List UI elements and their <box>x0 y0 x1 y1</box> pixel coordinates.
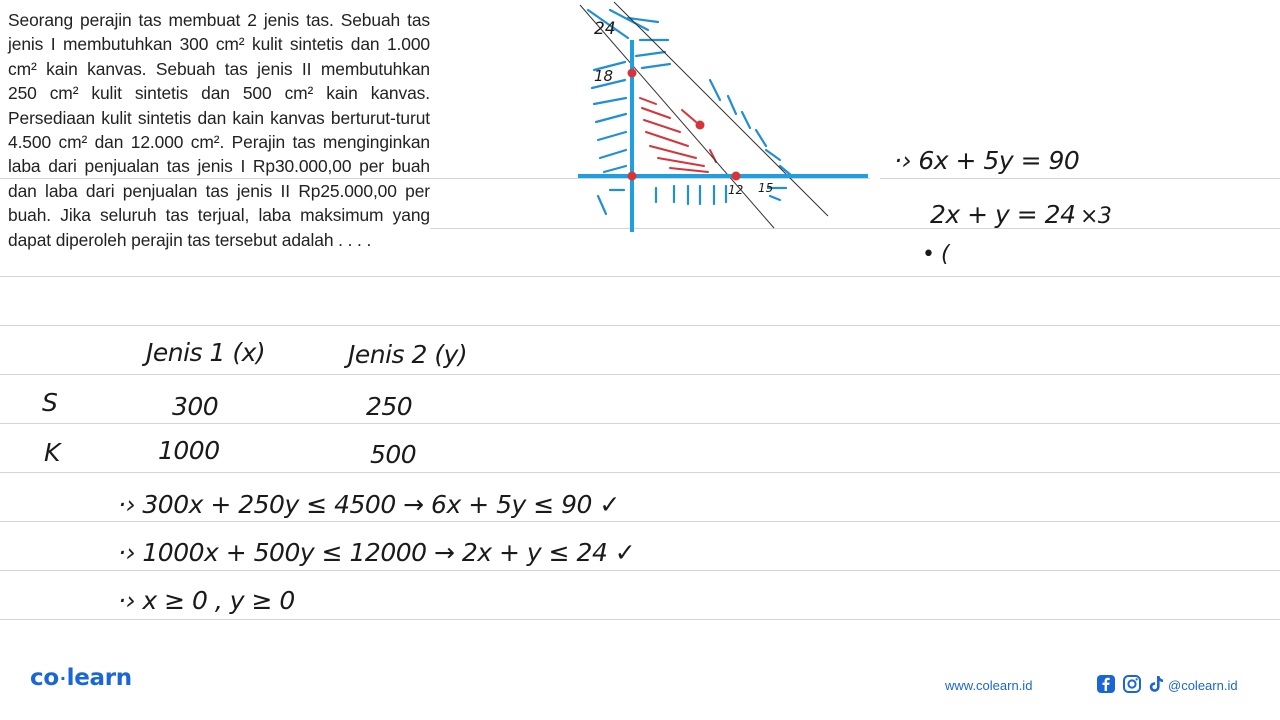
social-handle[interactable]: @colearn.id <box>1168 678 1238 693</box>
problem-statement <box>8 8 430 252</box>
inequality-2: ·› 1000x + 500y ≤ 12000 → 2x + y ≤ 24 ✓ <box>118 538 636 567</box>
note-dot: • ( <box>922 242 950 267</box>
table-row-label-k: K <box>44 438 60 467</box>
logo-text-left: co <box>30 665 59 691</box>
note-equation-2: 2x + y = 24 <box>930 200 1076 229</box>
note-multiplier: ×3 <box>1080 204 1112 229</box>
table-cell-k-x: 1000 <box>158 436 220 465</box>
note-equation-1: ·› 6x + 5y = 90 <box>894 146 1080 175</box>
notebook-line <box>0 570 1280 571</box>
tiktok-icon[interactable] <box>1146 674 1166 694</box>
website-link[interactable]: www.colearn.id <box>945 678 1033 693</box>
notebook-line <box>0 276 1280 277</box>
table-cell-s-x: 300 <box>172 392 219 421</box>
problem-text: Seorang perajin tas membuat 2 jenis tas. Sebuah tas jenis I membutuhkan 300 cm² kulit sintetis dan 1.000 cm² kain kanvas. Sebuah tas jenis II membutuhkan 250 cm² kulit sintetis dan 500 cm² kain kanvas. Persediaan kulit sintetis dan kain kanvas berturut-turut 4.500 cm² dan 12.000 cm². Perajin tas menginginkan laba dari penjualan tas jenis I Rp30.000,00 per buah dan laba dari penjualan tas jenis II Rp25.000,00 per buah. Jika seluruh tas terjual, laba maksimum yang dapat diperoleh perajin tas tersebut adalah . . . . <box>8 10 430 250</box>
x-label-12: 12 <box>728 183 744 197</box>
table-cell-s-y: 250 <box>366 392 413 421</box>
notebook-line <box>0 521 1280 522</box>
table-header-jenis-1: Jenis 1 (x) <box>146 338 266 367</box>
y-label-24: 24 <box>594 19 616 39</box>
feasible-region-graph <box>570 0 880 240</box>
instagram-icon[interactable] <box>1122 674 1142 694</box>
logo-text-right: learn <box>66 665 132 691</box>
vertex-point <box>696 121 705 130</box>
inequality-1: ·› 300x + 250y ≤ 4500 → 6x + 5y ≤ 90 ✓ <box>118 490 620 519</box>
y-label-18: 18 <box>594 67 614 85</box>
notebook-line <box>880 178 1280 179</box>
notebook-line <box>0 472 1280 473</box>
x-label-15: 15 <box>758 181 774 195</box>
facebook-icon[interactable] <box>1096 674 1116 694</box>
inequality-3: ·› x ≥ 0 , y ≥ 0 <box>118 586 295 615</box>
notebook-line <box>0 374 1280 375</box>
table-cell-k-y: 500 <box>370 440 417 469</box>
colearn-logo <box>30 665 132 691</box>
notebook-line <box>0 325 1280 326</box>
table-row-label-s: S <box>42 388 58 417</box>
logo-dot: · <box>59 669 66 688</box>
red-hatch <box>640 98 716 172</box>
vertex-point <box>628 172 637 181</box>
table-header-jenis-2: Jenis 2 (y) <box>348 340 468 369</box>
notebook-line <box>0 619 1280 620</box>
vertex-point <box>628 69 637 78</box>
notebook-line <box>0 423 1280 424</box>
vertex-point <box>732 172 741 181</box>
